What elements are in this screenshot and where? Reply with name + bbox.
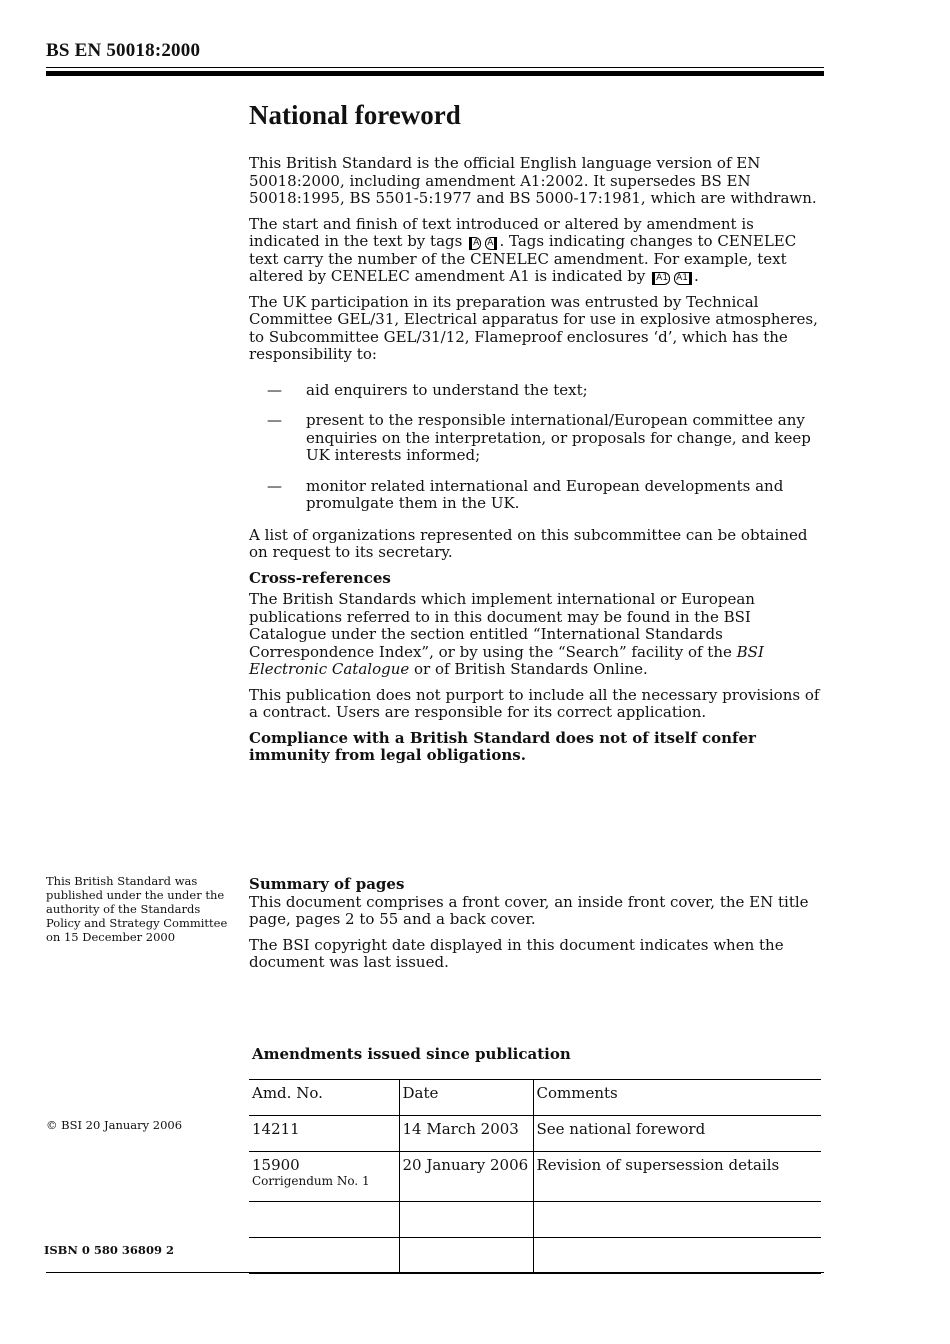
amendments-table: [249, 1079, 821, 1274]
responsibility-list: [249, 382, 829, 513]
column-header: Amd. No.: [249, 1080, 399, 1116]
paragraph-amendment-tags: [249, 216, 829, 286]
foreword-body: [249, 155, 829, 773]
dash-glyph: —: [267, 380, 282, 399]
header-rule-thick: [46, 71, 824, 76]
cross-ref-text-b: or of British Standards Online.: [409, 660, 648, 678]
date-cell: [399, 1238, 533, 1274]
date-cell: 14 March 2003: [399, 1116, 533, 1152]
amd-no-cell: [249, 1152, 399, 1202]
publication-note: This British Standard was published under the under the authority of the Standards Policy and Strategy Committee on 15 December 2000: [46, 874, 228, 944]
tags-text-a: The start and finish of text introduced or altered by amendment is indicated in the text by tags: [249, 214, 754, 250]
comments-cell: See national foreword: [533, 1116, 821, 1152]
column-header: Comments: [533, 1080, 821, 1116]
table-header-row: [249, 1080, 821, 1116]
cross-references-heading: Cross-references: [249, 568, 391, 587]
paragraph-organizations: A list of organizations represented on this subcommittee can be obtained on request to its secretary.: [249, 525, 808, 561]
bsi-catalogue-title: BSI Electronic Catalogue: [249, 642, 764, 678]
paragraph-supersedes: This British Standard is the official English language version of EN 50018:2000, including amendment A1:2002. It supersedes BS EN 50018:1995, BS 5501-5:1977 and BS 5000-17:1981, which are withdrawn.: [249, 154, 817, 207]
copyright-notice: © BSI 20 January 2006: [46, 1118, 183, 1132]
list-item: [249, 478, 829, 513]
dash-glyph: —: [267, 411, 282, 429]
page-title: National foreword: [249, 100, 461, 130]
list-item-text: monitor related international and European developments and promulgate them in the UK.: [306, 476, 784, 512]
amd-no-cell: [249, 1238, 399, 1274]
tag-open-icon: A: [469, 237, 481, 250]
table-row: [249, 1152, 821, 1202]
tag-a1-open-icon: A1: [652, 272, 670, 285]
tags-text-b: . Tags indicating changes to CENELEC text carry the number of the CENELEC amendment. For example, text altered by CENELEC amendment A1 is indicated by: [249, 232, 797, 285]
table-row: [249, 1238, 821, 1274]
date-cell: 20 January 2006: [399, 1152, 533, 1202]
table-row: [249, 1116, 821, 1152]
summary-heading: Summary of pages: [249, 875, 405, 893]
copyright-date-note: The BSI copyright date displayed in this document indicates when the document was last issued.: [249, 935, 784, 971]
tag-close-icon: A: [485, 237, 497, 250]
cross-ref-text-a: The British Standards which implement international or European publications referred to in this document may be found in the BSI Catalogue under the section entitled “International Standards Correspondence Index”, or by using the “Search” facility of the: [249, 590, 755, 661]
paragraph-cross-references: [249, 591, 829, 679]
paragraph-provisions: This publication does not purport to include all the necessary provisions of a contract. Users are responsible for its correct application.: [249, 685, 820, 721]
corrigendum-label: Corrigendum No. 1: [252, 1174, 370, 1188]
summary-of-pages: [249, 876, 829, 980]
list-item-text: present to the responsible international/European committee any enquiries on the interpretation, or proposals for change, and keep UK interests informed;: [306, 411, 811, 464]
list-item: [249, 412, 829, 465]
column-header: Date: [399, 1080, 533, 1116]
footer-rule: [46, 1272, 824, 1273]
comments-cell: [533, 1202, 821, 1238]
paragraph-compliance: Compliance with a British Standard does not of itself confer immunity from legal obligations.: [249, 728, 756, 764]
paragraph-uk-participation: The UK participation in its preparation was entrusted by Technical Committee GEL/31, Electrical apparatus for use in explosive atmospheres, to Subcommittee GEL/31/12, Flameproof enclosures ‘d’, which has the responsibility to:: [249, 292, 818, 363]
amd-no-cell: [249, 1202, 399, 1238]
standard-number: BS EN 50018:2000: [46, 40, 201, 61]
isbn: ISBN 0 580 36809 2: [44, 1243, 174, 1257]
tag-a1-close-icon: A1: [674, 272, 692, 285]
list-item-text: aid enquirers to understand the text;: [306, 380, 588, 399]
amd-no-value: 15900: [252, 1156, 300, 1174]
amd-no-cell: 14211: [249, 1116, 399, 1152]
date-cell: [399, 1202, 533, 1238]
comments-cell: Revision of supersession details: [533, 1152, 821, 1202]
summary-text: This document comprises a front cover, an inside front cover, the EN title page, pages 2 to 55 and a back cover.: [249, 892, 809, 928]
table-row: [249, 1202, 821, 1238]
comments-cell: [533, 1238, 821, 1274]
tags-text-end: .: [693, 267, 699, 285]
dash-glyph: —: [267, 476, 282, 495]
header-rule-thin: [46, 67, 824, 68]
amendments-title: Amendments issued since publication: [252, 1045, 571, 1063]
list-item: [249, 382, 829, 400]
